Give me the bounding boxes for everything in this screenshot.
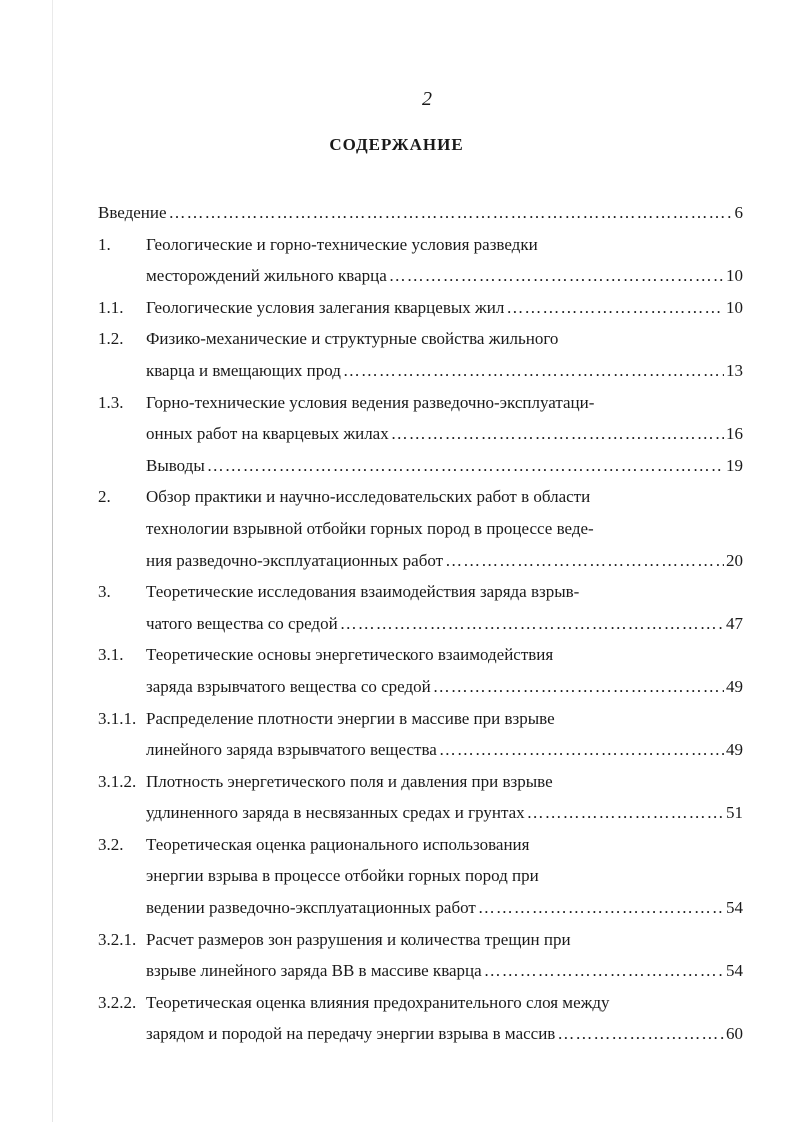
page-title: СОДЕРЖАНИЕ <box>329 135 464 154</box>
toc-entry-text: ния разведочно-эксплуатационных работ <box>146 550 444 570</box>
toc-entry-text: онных работ на кварцевых жилах <box>146 424 389 444</box>
toc-entry-number: 3.2.1. <box>98 929 137 949</box>
toc-entry[interactable] <box>98 292 743 324</box>
toc-entry-text: Геологические и горно-технические условия разведки <box>146 234 538 254</box>
toc-page-number: 49 <box>726 740 743 760</box>
toc-page-number: 54 <box>726 898 743 918</box>
toc-page-number: 49 <box>726 676 743 696</box>
toc-entry-text: месторождений жильного кварца <box>146 266 387 286</box>
toc-entry[interactable] <box>98 450 743 482</box>
toc-entry-text: Теоретическая оценка рационального использования <box>146 834 530 854</box>
toc-entry-number: 3.1.2. <box>98 771 137 791</box>
toc-entry-number: 1.1. <box>98 297 124 317</box>
toc-entry[interactable] <box>98 829 743 924</box>
toc-page-number: 10 <box>726 266 743 286</box>
toc-entry[interactable] <box>98 766 743 829</box>
toc-page-number: 20 <box>726 550 743 570</box>
toc-entry[interactable] <box>98 987 743 1050</box>
toc-page-number: 6 <box>734 203 743 222</box>
toc-leader-dots <box>389 260 724 292</box>
toc-leader-dots <box>557 1018 724 1050</box>
toc-entry-text: Горно-технические условия ведения разведочно-эксплуатаци- <box>146 392 595 412</box>
toc-leader-dots <box>207 450 724 482</box>
toc-page-number: 54 <box>726 961 743 981</box>
toc-entry[interactable] <box>98 197 743 229</box>
toc-page-number: 19 <box>726 455 743 475</box>
toc-leader-dots <box>484 955 724 987</box>
toc-entry[interactable] <box>98 229 743 292</box>
toc-entry-number: 3.1. <box>98 645 124 665</box>
toc-entry-number: 1. <box>98 234 111 254</box>
toc-entry[interactable] <box>98 924 743 987</box>
toc-entry-text: чатого вещества со средой <box>146 613 338 633</box>
page-number: 2 <box>422 88 432 110</box>
toc-entry-text: энергии взрыва в процессе отбойки горных пород при <box>146 866 539 886</box>
toc-page-number: 51 <box>726 803 743 823</box>
toc-entry[interactable] <box>98 639 743 702</box>
toc-entry-text: Выводы <box>146 455 205 475</box>
toc-leader-dots <box>340 608 724 640</box>
toc-entry-text: Теоретические основы энергетического взаимодействия <box>146 645 554 665</box>
toc-entry-text: Теоретические исследования взаимодействия заряда взрыв- <box>146 582 580 602</box>
toc-leader-dots <box>439 734 724 766</box>
toc-entry-text: зарядом и породой на передачу энергии взрыва в массив <box>146 1024 556 1044</box>
toc-entry-text: Геологические условия залегания кварцевых жил <box>146 297 505 317</box>
toc-entry-number: 1.3. <box>98 392 124 412</box>
toc-leader-dots <box>433 671 724 703</box>
toc-entry-text: кварца и вмещающих прод <box>146 360 341 380</box>
toc-entry-number: 2. <box>98 487 111 507</box>
toc-entry-text: ведении разведочно-эксплуатационных работ <box>146 898 476 918</box>
toc-leader-dots <box>343 355 724 387</box>
toc-entry-text: Физико-механические и структурные свойства жильного <box>146 329 559 349</box>
page-edge-shadow <box>52 0 53 1122</box>
toc-entry-text: Обзор практики и научно-исследовательских работ в области <box>146 487 591 507</box>
toc-entry-text: Введение <box>98 203 167 222</box>
toc-entry[interactable] <box>98 703 743 766</box>
toc-entry-number: 3.2. <box>98 834 124 854</box>
toc-entry[interactable] <box>98 323 743 386</box>
toc-leader-dots <box>506 292 724 324</box>
toc-entry-number: 1.2. <box>98 329 124 349</box>
toc-entry-text: линейного заряда взрывчатого вещества <box>146 740 437 760</box>
toc-entry[interactable] <box>98 576 743 639</box>
toc-page-number: 47 <box>726 613 743 633</box>
toc-entry-text: технологии взрывной отбойки горных пород в процессе веде- <box>146 518 594 538</box>
toc-entry-text: заряда взрывчатого вещества со средой <box>146 676 431 696</box>
toc-page-number: 60 <box>726 1024 743 1044</box>
toc-leader-dots <box>169 197 733 229</box>
toc-entry-number: 3.2.2. <box>98 992 137 1012</box>
toc-entry[interactable] <box>98 481 743 576</box>
toc-page-number: 13 <box>726 360 743 380</box>
toc-entry-text: Плотность энергетического поля и давления при взрыве <box>146 771 553 791</box>
toc-leader-dots <box>478 892 724 924</box>
toc-entry-number: 3. <box>98 582 111 602</box>
table-of-contents <box>98 197 743 1050</box>
toc-entry-text: Теоретическая оценка влияния предохранительного слоя между <box>146 992 610 1012</box>
toc-entry[interactable] <box>98 387 743 450</box>
toc-entry-text: Расчет размеров зон разрушения и количества трещин при <box>146 929 571 949</box>
toc-page-number: 10 <box>726 297 743 317</box>
toc-entry-text: Распределение плотности энергии в массиве при взрыве <box>146 708 555 728</box>
toc-leader-dots <box>445 545 724 577</box>
toc-entry-text: удлиненного заряда в несвязанных средах и грунтах <box>146 803 525 823</box>
toc-entry-number: 3.1.1. <box>98 708 137 728</box>
toc-page-number: 16 <box>726 424 743 444</box>
toc-entry-text: взрыве линейного заряда ВВ в массиве кварца <box>146 961 482 981</box>
toc-leader-dots <box>527 797 724 829</box>
toc-leader-dots <box>391 418 724 450</box>
